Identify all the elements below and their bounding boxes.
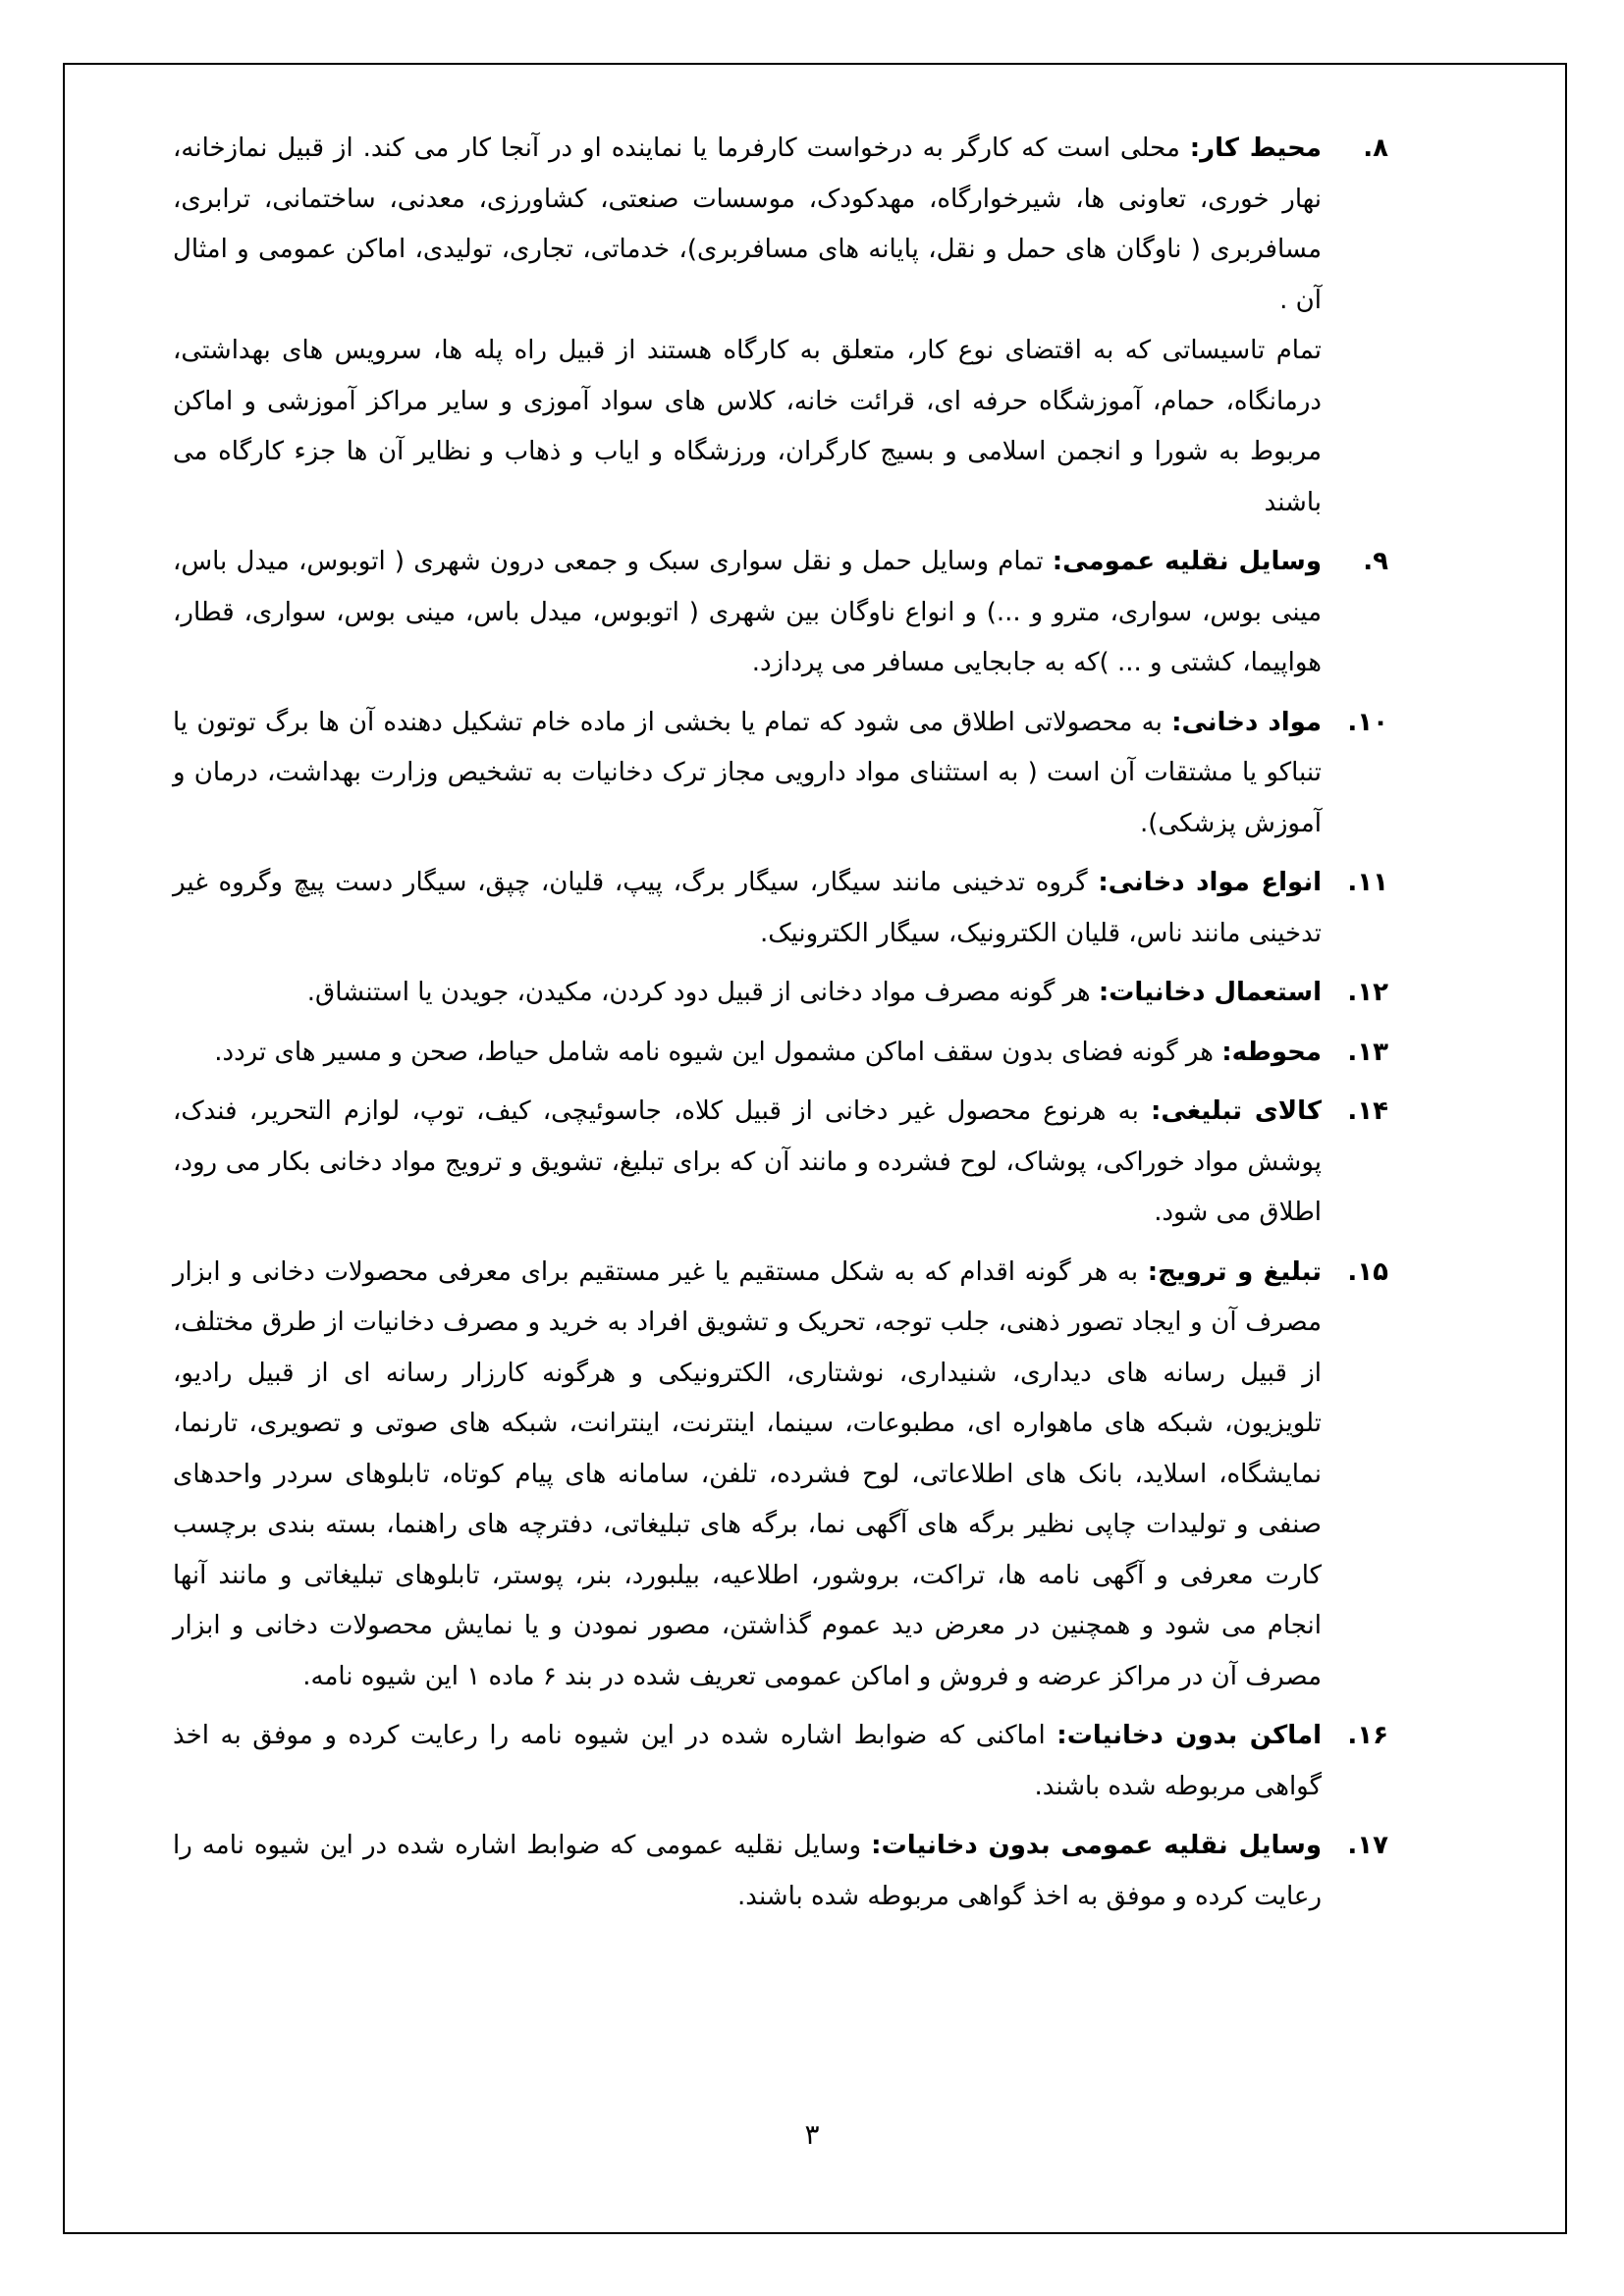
item-text: به محصولاتی اطلاق می شود که تمام یا بخشی از ماده خام تشکیل دهنده آن ها برگ توتون یا تنباکو یا مشتقات آن است ( به استثنای مواد دارویی مجاز ترک دخانیات به تشخیص وزارت بهداشت، درمان و آموزش پزشکی).	[173, 707, 1322, 838]
item-text: هر گونه فضای بدون سقف اماکن مشمول این شیوه نامه شامل حیاط، صحن و مسیر های تردد.	[214, 1037, 1222, 1067]
item-term: وسایل نقلیه عمومی:	[1052, 547, 1322, 576]
definition-item-16	[173, 1711, 1388, 1812]
item-body	[173, 698, 1322, 850]
item-text: تمام وسایل حمل و نقل سواری سبک و جمعی درون شهری ( اتوبوس، میدل باس، مینی بوس، سواری، مترو و ...) و انواع ناوگان بین شهری ( اتوبوس، میدل باس، مینی بوس، سواری، قطار، هواپیما، کشتی و ... )که به جابجایی مسافر می پردازد.	[173, 547, 1322, 677]
item-text: وسایل نقلیه عمومی که ضوابط اشاره شده در این شیوه نامه را رعایت کرده و موفق به اخذ گواهی مربوطه شده باشند.	[173, 1831, 1322, 1911]
definition-item-11	[173, 858, 1388, 959]
item-number: ۱۷.	[1347, 1831, 1388, 1860]
item-body	[173, 1087, 1322, 1239]
item-text: محلی است که کارگر به درخواست کارفرما یا نماینده او در آنجا کار می کند. از قبیل نمازخانه، نهار خوری، تعاونی ها، شیرخوارگاه، مهدکودک، موسسات صنعتی، کشاورزی، معدنی، ساختمانی، ترابری، مسافربری ( ناوگان های حمل و نقل، پایانه های مسافربری)، خدماتی، تجاری، تولیدی، اماکن عمومی و امثال آن .	[173, 133, 1322, 315]
item-number: ۱۲.	[1347, 978, 1388, 1007]
definition-item-14	[173, 1087, 1388, 1239]
item-body	[173, 1821, 1322, 1922]
item-text: گروه تدخینی مانند سیگار، سیگار برگ، پیپ، قلیان، چپق، سیگار دست پیچ وگروه غیر تدخینی مانند ناس، قلیان الکترونیک، سیگار الکترونیک.	[173, 868, 1322, 948]
definition-item-15	[173, 1248, 1388, 1703]
item-body	[173, 1028, 1322, 1079]
item-text: به هر گونه اقدام که به شکل مستقیم یا غیر مستقیم برای معرفی محصولات دخانی و ابزار مصرف آن و ایجاد تصور ذهنی، جلب توجه، تحریک و تشویق افراد به خرید و مصرف دخانیات از طرق مختلف، از قبیل رسانه های دیداری، شنیداری، نوشتاری، الکترونیکی و هرگونه کارزار رسانه ای از قبیل رادیو، تلویزیون، شبکه های ماهواره ای، مطبوعات، سینما، اینترنت، اینترانت، شبکه های صوتی و تصویری، تارنما، نمایشگاه، اسلاید، بانک های اطلاعاتی، لوح فشرده، تلفن، سامانه های پیام کوتاه، تابلوهای سردر واحدهای صنفی و تولیدات چاپی نظیر برگه های آگهی نما، برگه های تبلیغاتی، دفترچه های راهنما، بسته بندی برچسب کارت معرفی و آگهی نامه ها، تراکت، بروشور، اطلاعیه، بیلبورد، بنر، پوستر، تابلوهای تبلیغاتی و مانند آنها انجام می شود و همچنین در معرض دید عموم گذاشتن، مصور نمودن و یا نمایش محصولات دخانی و ابزار مصرف آن در مراکز عرضه و فروش و اماکن عمومی تعریف شده در بند ۶ ماده ۱ این شیوه نامه.	[173, 1256, 1322, 1691]
item-number: ۱۵.	[1347, 1256, 1388, 1287]
item-number: ۱۴.	[1347, 1096, 1388, 1126]
definition-item-12	[173, 968, 1388, 1019]
item-number: ۱۱.	[1347, 868, 1388, 897]
item-body	[173, 968, 1322, 1019]
item-sub-paragraph: تمام تاسیساتی که به اقتضای نوع کار، متعلق به کارگاه هستند از قبیل راه پله ها، سرویس های بهداشتی، درمانگاه، حمام، آموزشگاه حرفه ای، قرائت خانه، کلاس های سواد آموزی و سایر مراکز آموزشی و اماکن مربوط به شورا و انجمن اسلامی و بسیج کارگران، ورزشگاه و ایاب و ذهاب و نظایر آن ها جزء کارگاه می باشند	[173, 336, 1322, 517]
item-number: ۱۳.	[1347, 1037, 1388, 1067]
item-number: ۱۰.	[1347, 707, 1388, 737]
item-term: اماکن بدون دخانیات:	[1056, 1721, 1322, 1750]
page-number: ۳	[804, 2118, 820, 2151]
item-body	[173, 1711, 1322, 1812]
item-body	[173, 124, 1322, 326]
definition-item-9	[173, 537, 1388, 689]
definition-item-10	[173, 698, 1388, 850]
item-term: انواع مواد دخانی:	[1098, 868, 1322, 897]
item-term: مواد دخانی:	[1171, 707, 1323, 737]
item-term: تبلیغ و ترویج:	[1147, 1256, 1322, 1287]
definition-item-8	[173, 124, 1388, 528]
item-text: اماکنی که ضوابط اشاره شده در این شیوه نامه را رعایت کرده و موفق به اخذ گواهی مربوطه شده باشند.	[173, 1721, 1322, 1801]
item-term: محوطه:	[1221, 1037, 1322, 1067]
item-number: ۱۶.	[1347, 1721, 1388, 1750]
definitions-list	[173, 124, 1388, 1931]
item-body	[173, 1248, 1322, 1703]
item-text: هر گونه مصرف مواد دخانی از قبیل دود کردن، مکیدن، جویدن یا استنشاق.	[306, 978, 1099, 1007]
item-term: وسایل نقلیه عمومی بدون دخانیات:	[871, 1831, 1322, 1860]
item-text: به هرنوع محصول غیر دخانی از قبیل کلاه، جاسوئیچی، کیف، توپ، لوازم التحریر، فندک، پوشش مواد خوراکی، پوشاک، لوح فشرده و مانند آن که برای تبلیغ، تشویق و ترویج مواد دخانی بکار می رود، اطلاق می شود.	[173, 1096, 1322, 1227]
item-body	[173, 537, 1322, 689]
item-number: ۸.	[1363, 133, 1388, 163]
item-term: محیط کار:	[1189, 133, 1323, 163]
definition-item-13	[173, 1028, 1388, 1079]
item-term: استعمال دخانیات:	[1098, 978, 1322, 1007]
definition-item-17	[173, 1821, 1388, 1922]
item-body	[173, 858, 1322, 959]
item-number: ۹.	[1363, 547, 1388, 576]
item-term: کالای تبلیغی:	[1151, 1096, 1322, 1126]
